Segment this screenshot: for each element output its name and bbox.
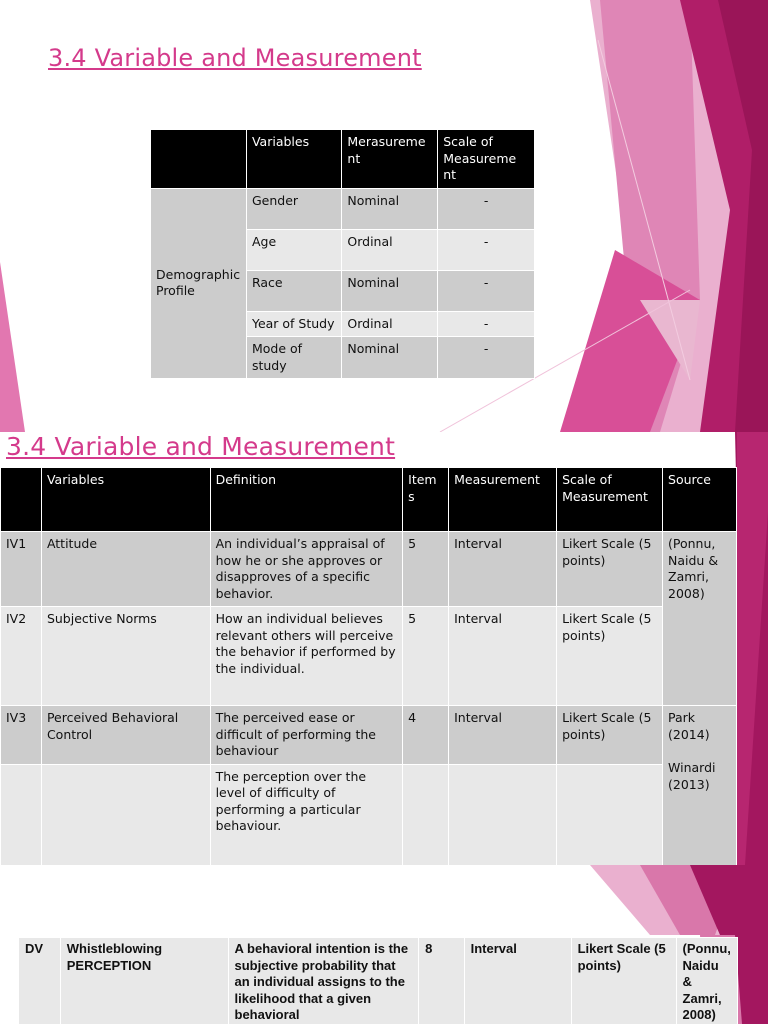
variable-cell: Race <box>246 270 341 311</box>
measurement-cell: Nominal <box>342 188 438 229</box>
code-cell <box>1 764 42 865</box>
slide-title: 3.4 Variable and Measurement <box>6 432 396 461</box>
items-cell: 5 <box>403 532 449 607</box>
scale-cell: - <box>438 337 535 379</box>
source-cell <box>663 706 737 866</box>
header-cell: Merasureme nt <box>342 130 438 189</box>
definition-cell: An individual’s appraisal of how he or she approves or disapproves of a specific behavior. <box>210 532 403 607</box>
measurement-cell: Interval <box>449 607 557 706</box>
table-row <box>1 607 737 706</box>
scale-cell: - <box>438 311 535 337</box>
variable-cell: Year of Study <box>246 311 341 337</box>
items-cell: 8 <box>419 938 464 1024</box>
definition-cell: The perceived ease or difficult of performing the behaviour <box>210 706 403 765</box>
header-cell: Source <box>663 468 737 532</box>
source-park: Park (2014) <box>668 710 710 742</box>
table-row <box>1 764 737 865</box>
items-cell: 4 <box>403 706 449 765</box>
measurement-cell: Interval <box>449 706 557 765</box>
items-cell: 5 <box>403 607 449 706</box>
code-cell: IV1 <box>1 532 42 607</box>
variable-cell: Subjective Norms <box>41 607 210 706</box>
code-cell: DV <box>19 938 61 1024</box>
header-cell: Definition <box>210 468 403 532</box>
table-row <box>1 532 737 607</box>
scale-cell: - <box>438 270 535 311</box>
table-header-row <box>151 130 535 189</box>
dv-table <box>18 937 738 1024</box>
code-cell: IV2 <box>1 607 42 706</box>
source-winardi: Winardi (2013) <box>668 760 716 792</box>
scale-cell: - <box>438 188 535 229</box>
variables-table <box>0 467 737 865</box>
header-cell: Variables <box>41 468 210 532</box>
measurement-cell: Ordinal <box>342 229 438 270</box>
measurement-cell: Interval <box>449 532 557 607</box>
header-cell: Scale of Measurement <box>557 468 663 532</box>
definition-cell: A behavioral intention is the subjective probability that an individual assigns to the likelihood that a given behavioral <box>228 938 419 1024</box>
measurement-cell <box>449 764 557 865</box>
slide-2 <box>0 432 768 865</box>
scale-cell: Likert Scale (5 points) <box>571 938 676 1024</box>
slide-1 <box>0 0 768 432</box>
header-cell <box>1 468 42 532</box>
measurement-cell: Nominal <box>342 270 438 311</box>
header-cell: Measurement <box>449 468 557 532</box>
scale-cell: Likert Scale (5 points) <box>557 706 663 765</box>
scale-cell: Likert Scale (5 points) <box>557 532 663 607</box>
variable-cell: Mode of study <box>246 337 341 379</box>
group-label: Demographic Profile <box>151 188 247 379</box>
variable-cell <box>41 764 210 865</box>
scale-cell: - <box>438 229 535 270</box>
definition-cell: How an individual believes relevant others will perceive the behavior if performed by the individual. <box>210 607 403 706</box>
slide-3 <box>0 865 768 1024</box>
table-header-row <box>1 468 737 532</box>
definition-cell: The perception over the level of difficulty of performing a particular behaviour. <box>210 764 403 865</box>
table-row <box>1 706 737 765</box>
code-cell: IV3 <box>1 706 42 765</box>
table-row <box>19 938 738 1024</box>
header-cell: Variables <box>246 130 341 189</box>
demographic-table <box>150 129 535 379</box>
scale-cell: Likert Scale (5 points) <box>557 607 663 706</box>
header-cell <box>151 130 247 189</box>
measurement-cell: Nominal <box>342 337 438 379</box>
source-cell: (Ponnu, Naidu & Zamri, 2008) <box>676 938 737 1024</box>
variable-cell: Attitude <box>41 532 210 607</box>
header-cell: Item s <box>403 468 449 532</box>
variable-cell: Age <box>246 229 341 270</box>
scale-cell <box>557 764 663 865</box>
header-cell: Scale of Measureme nt <box>438 130 535 189</box>
table-row <box>151 188 535 229</box>
items-cell <box>403 764 449 865</box>
slide-title: 3.4 Variable and Measurement <box>48 44 422 72</box>
variable-cell: Whistleblowing PERCEPTION <box>60 938 228 1024</box>
variable-cell: Gender <box>246 188 341 229</box>
source-cell: (Ponnu, Naidu & Zamri, 2008) <box>663 532 737 706</box>
measurement-cell: Interval <box>464 938 571 1024</box>
variable-cell: Perceived Behavioral Control <box>41 706 210 765</box>
measurement-cell: Ordinal <box>342 311 438 337</box>
